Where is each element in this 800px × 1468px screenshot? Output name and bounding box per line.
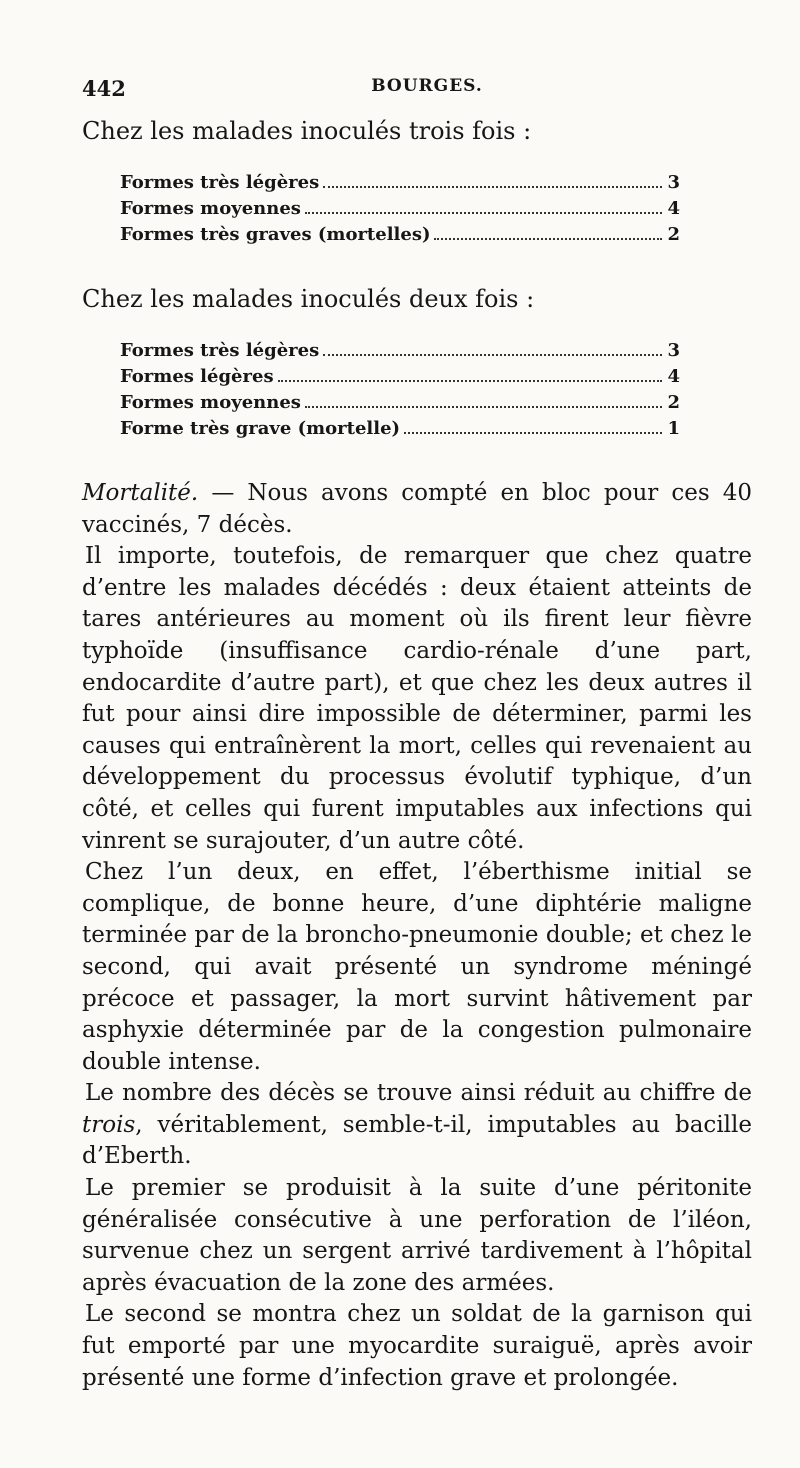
dot-leader [305, 405, 662, 408]
table-row [120, 338, 680, 364]
section-heading-three-inoculations: Chez les malades inoculés trois fois : [82, 117, 532, 145]
row-value: 2 [667, 224, 680, 245]
paragraph: Le premier se produisit à la suite d’une péritonite généralisée consécutive à une perforation de l’iléon, survenue chez un sergent arrivé tardivement à l’hôpital après évacuation de la zone des armées. [82, 1175, 752, 1296]
row-label: Formes moyennes [120, 392, 301, 413]
section-heading-two-inoculations: Chez les malades inoculés deux fois : [82, 285, 535, 313]
paragraph: Il importe, toutefois, de remarquer que chez quatre d’entre les malades décédés : deux étaient atteints de tares antérieures au moment où ils firent leur fièvre typhoïde (insuffisance cardio-rénale d’une part, endocardite d’autre part), et que chez les deux autres il fut pour ainsi dire impossible de déterminer, parmi les causes qui entraînèrent la mort, celles qui revenaient au développement du processus évolutif typhique, d’un côté, et celles qui furent imputables aux infections qui vinrent se surajouter, d’un autre côté. [82, 543, 752, 854]
row-label: Forme très grave (mortelle) [120, 418, 401, 439]
row-label: Formes très légères [120, 340, 320, 361]
paragraph: Le second se montra chez un soldat de la garnison qui fut emporté par une myocardite suraiguë, après avoir présenté une forme d’infection grave et prolongée. [82, 1301, 752, 1391]
row-label: Formes très légères [120, 172, 320, 193]
paragraph-text: — Nous avons compté en bloc pour ces 40 vaccinés, 7 décès. [82, 480, 752, 538]
dot-leader [278, 379, 662, 382]
paragraph-text: , véritablement, semble-t-il, imputables au bacille d’Eberth. [82, 1111, 752, 1170]
dot-leader [323, 185, 662, 188]
table-row [120, 196, 680, 222]
paragraph-text: Le nombre des décès se trouve ainsi réduit au chiffre de [85, 1080, 752, 1107]
row-label: Formes très graves (mortelles) [120, 224, 431, 245]
paragraph: Chez l’un deux, en effet, l’éberthisme initial se complique, de bonne heure, d’une diphtérie maligne terminée par de la broncho-pneumonie double; et chez le second, qui avait présenté un syndrome méningé précoce et passager, la mort survint hâtivement par asphyxie déterminée par de la congestion pulmonaire double intense. [82, 859, 752, 1075]
row-value: 4 [667, 366, 680, 387]
table-row [120, 416, 680, 442]
paragraph-mortalite [82, 478, 752, 541]
table-row [120, 170, 680, 196]
dot-leader [434, 237, 662, 240]
row-value: 3 [667, 172, 680, 193]
table-row [120, 390, 680, 416]
running-head: BOURGES. [371, 76, 483, 96]
table-row [120, 364, 680, 390]
dot-leader [404, 431, 662, 434]
dot-leader [323, 353, 662, 356]
page-header [82, 76, 772, 106]
emphasis-trois: trois [82, 1111, 136, 1138]
row-value: 2 [667, 392, 680, 413]
mortalite-label: Mortalité. [82, 480, 199, 506]
row-value: 1 [667, 418, 680, 439]
row-value: 3 [667, 340, 680, 361]
body-text [82, 478, 752, 1394]
dot-leader [305, 211, 662, 214]
page-number: 442 [82, 76, 126, 101]
table-three-inoculations [120, 170, 680, 248]
row-label: Formes moyennes [120, 198, 301, 219]
table-two-inoculations [120, 338, 680, 442]
row-value: 4 [667, 198, 680, 219]
table-row [120, 222, 680, 248]
paragraph [82, 1078, 752, 1173]
row-label: Formes légères [120, 366, 274, 387]
